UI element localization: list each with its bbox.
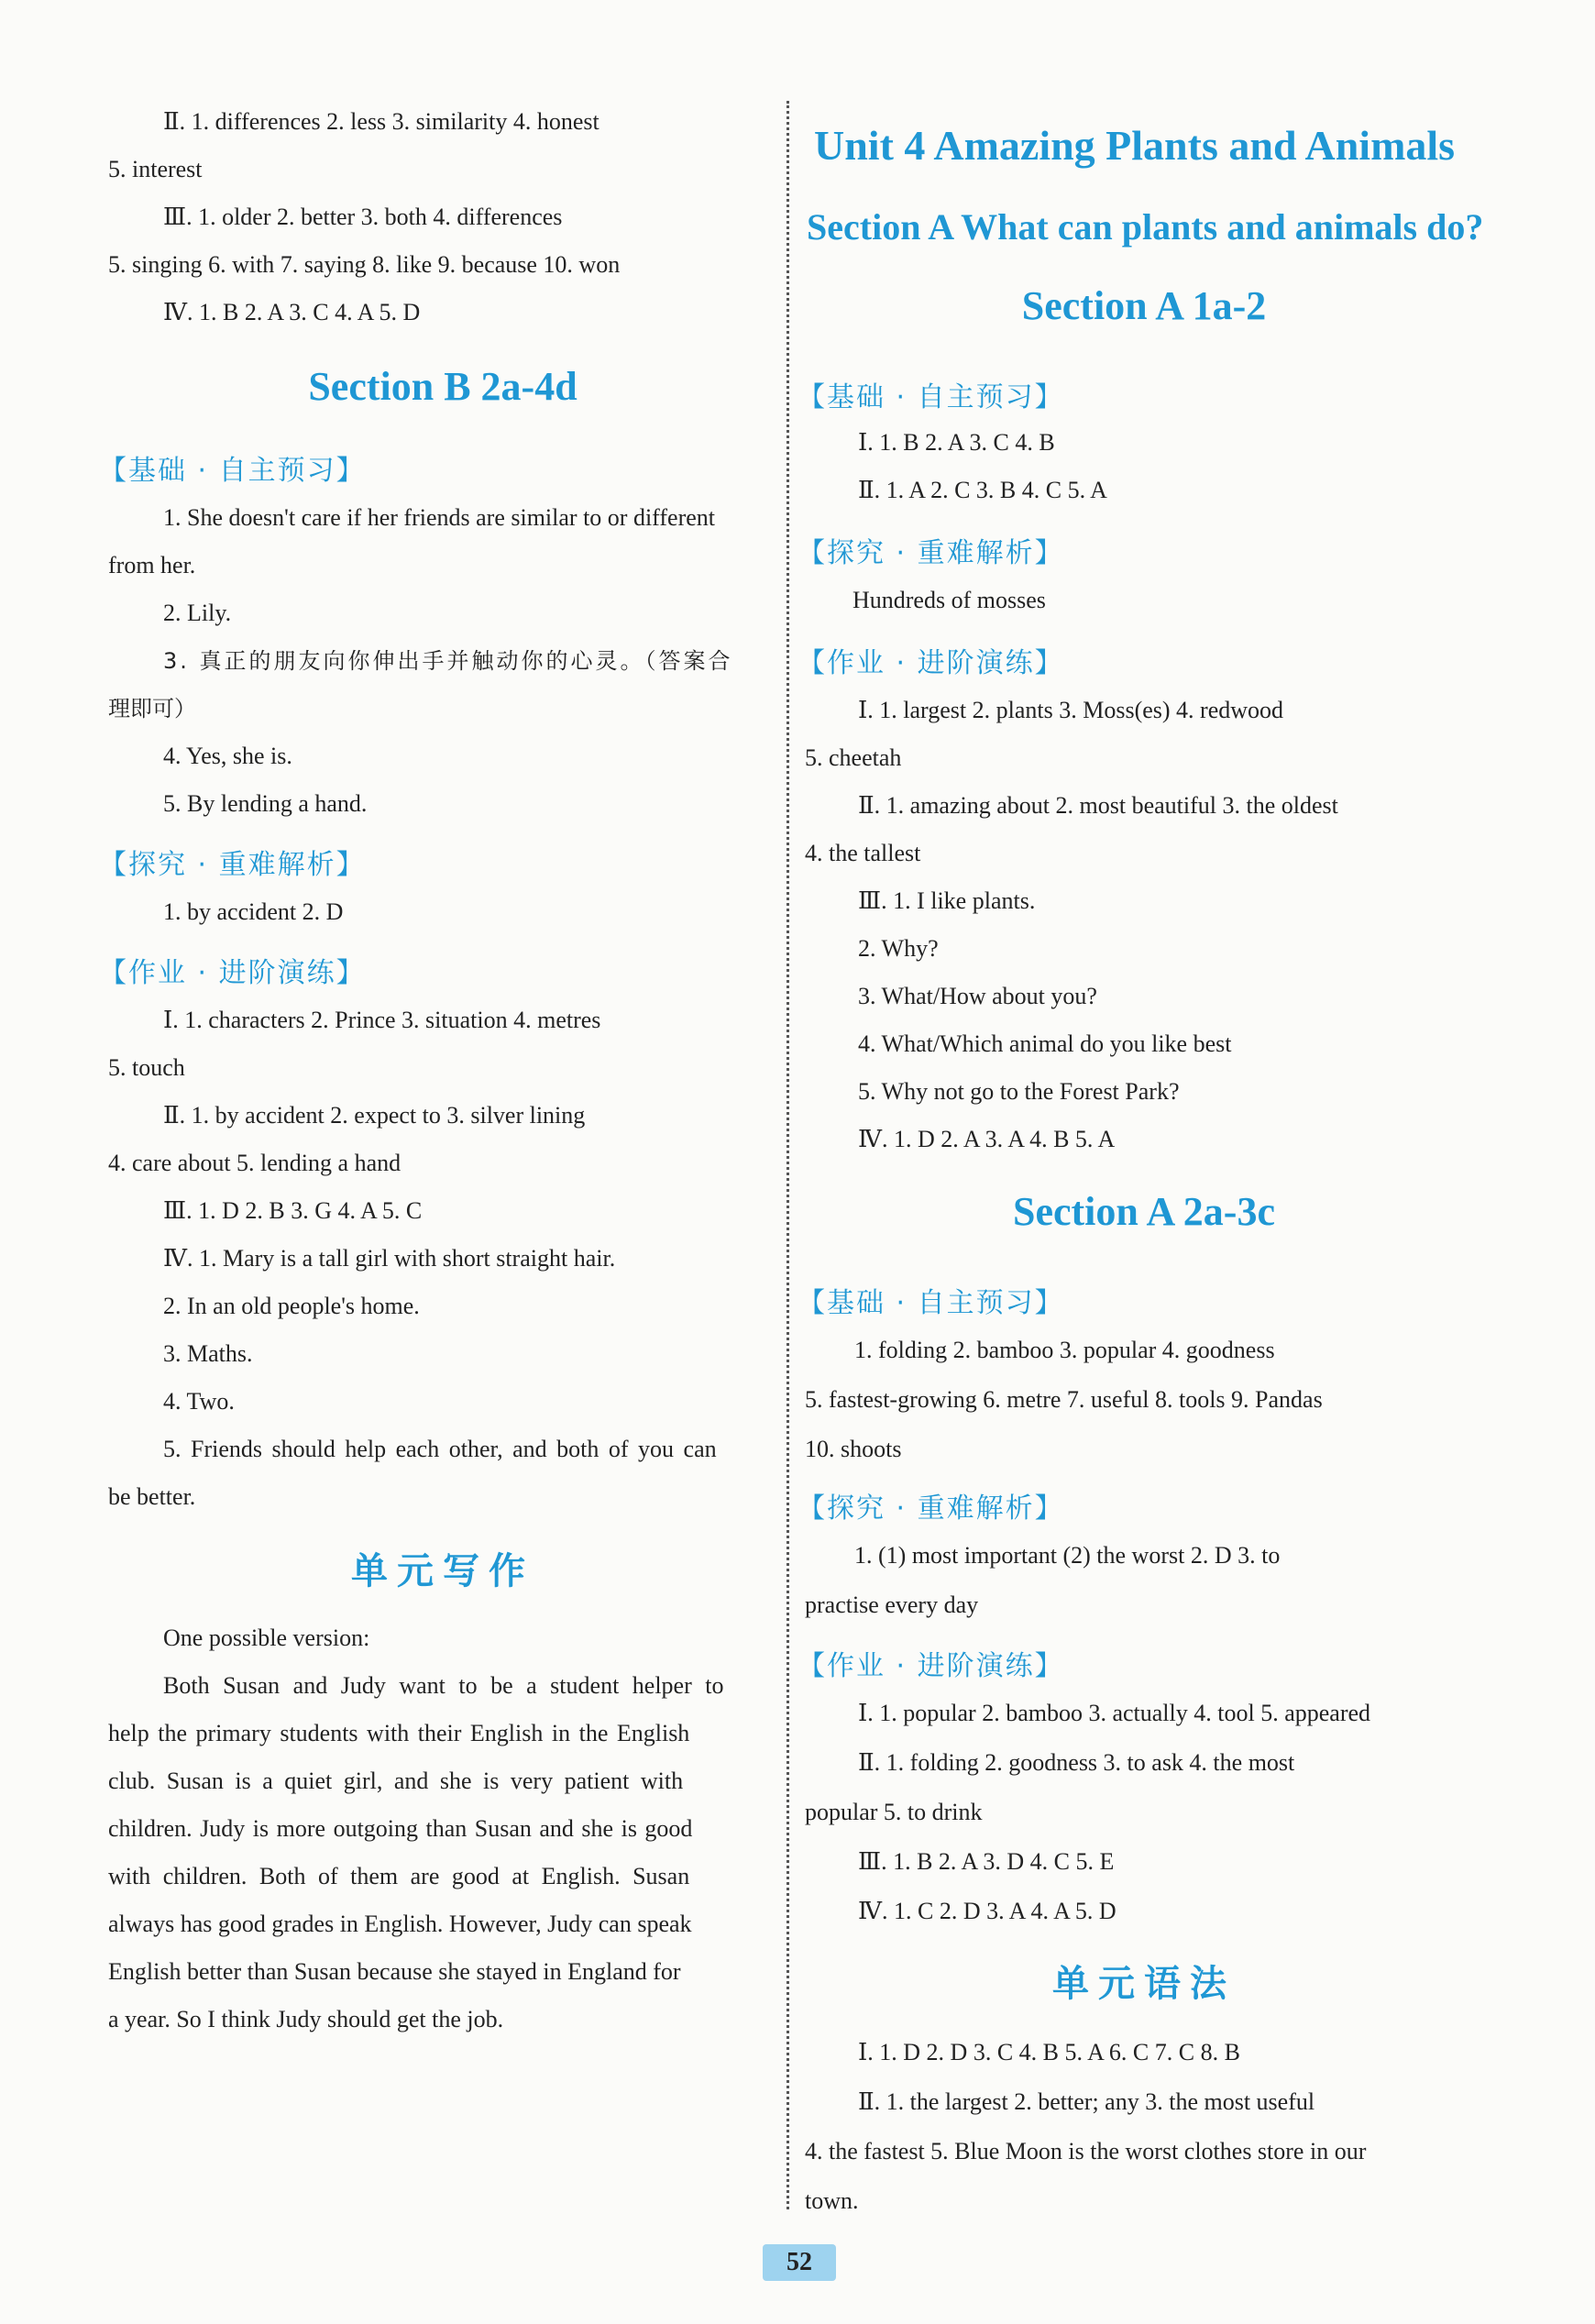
answer-line: practise every day — [805, 1592, 979, 1618]
answer-line: 5. By lending a hand. — [163, 790, 368, 817]
answer-line: Ⅳ. 1. D 2. A 3. A 4. B 5. A — [858, 1126, 1116, 1152]
column-divider — [786, 101, 789, 2209]
answer-line: town. — [805, 2187, 859, 2214]
answer-line: Ⅰ. 1. characters 2. Prince 3. situation 4. metres — [163, 1007, 601, 1033]
answer-line: 4. What/Which animal do you like best — [858, 1030, 1232, 1057]
essay-line: with children. Both of them are good at English. Susan — [108, 1863, 690, 1889]
tag-preview: 【基础 · 自主预习】 — [798, 381, 1064, 413]
tag-homework: 【作业 · 进阶演练】 — [798, 1650, 1064, 1682]
answer-line: Hundreds of mosses — [852, 587, 1046, 613]
answer-line: 5. interest — [108, 156, 203, 182]
answer-line: 10. shoots — [805, 1436, 902, 1462]
answer-line: 4. the fastest 5. Blue Moon is the worst clothes store in our — [805, 2138, 1367, 2164]
essay-line: always has good grades in English. However, Judy can speak — [108, 1911, 692, 1937]
essay-line: children. Judy is more outgoing than Susan and she is good — [108, 1815, 693, 1842]
tag-homework: 【作业 · 进阶演练】 — [798, 647, 1064, 679]
answer-line: Ⅲ. 1. I like plants. — [858, 887, 1036, 914]
answer-line: Ⅱ. 1. differences 2. less 3. similarity 4. honest — [163, 108, 600, 135]
answer-line: Ⅱ. 1. folding 2. goodness 3. to ask 4. the most — [858, 1749, 1295, 1776]
answer-line: 1. (1) most important (2) the worst 2. D 3. to — [854, 1542, 1281, 1569]
answer-line: Ⅳ. 1. Mary is a tall girl with short straight hair. — [163, 1245, 616, 1272]
answer-line: Ⅳ. 1. C 2. D 3. A 4. A 5. D — [858, 1898, 1116, 1924]
tag-preview: 【基础 · 自主预习】 — [99, 455, 366, 487]
answer-line: 3. What/How about you? — [858, 983, 1097, 1009]
answer-line: 4. the tallest — [805, 840, 921, 866]
answer-line: 5. touch — [108, 1054, 185, 1081]
section-title: Section B 2a-4d — [308, 364, 578, 409]
answer-line: from her. — [108, 552, 196, 578]
answer-line: 2. In an old people's home. — [163, 1293, 420, 1319]
answer-line: 2. Why? — [858, 935, 939, 962]
essay-line: club. Susan is a quiet girl, and she is very patient with — [108, 1768, 684, 1794]
tag-explore: 【探究 · 重难解析】 — [798, 537, 1064, 569]
answer-line: 4. Yes, she is. — [163, 743, 292, 769]
answer-line: Ⅱ. 1. amazing about 2. most beautiful 3. the oldest — [858, 792, 1338, 819]
answer-line: Ⅰ. 1. B 2. A 3. C 4. B — [858, 429, 1055, 456]
answer-line: Ⅱ. 1. by accident 2. expect to 3. silver lining — [163, 1102, 586, 1129]
answer-line: 理即可） — [108, 696, 196, 721]
section-title: Section A 1a-2 — [1021, 283, 1267, 328]
answer-line: Ⅰ. 1. D 2. D 3. C 4. B 5. A 6. C 7. C 8. B — [858, 2039, 1240, 2065]
answer-line: 5. Friends should help each other, and both of you can — [163, 1436, 717, 1462]
essay-line: English better than Susan because she stayed in England for — [108, 1958, 681, 1985]
essay-line: Both Susan and Judy want to be a student helper to — [163, 1672, 724, 1699]
page-number: 52 — [763, 2244, 836, 2281]
tag-explore: 【探究 · 重难解析】 — [798, 1492, 1064, 1525]
answer-line: 4. care about 5. lending a hand — [108, 1150, 402, 1176]
tag-explore: 【探究 · 重难解析】 — [99, 849, 366, 881]
answer-line: 2. Lily. — [163, 600, 232, 626]
answer-line: Ⅱ. 1. A 2. C 3. B 4. C 5. A — [858, 477, 1107, 503]
answer-line: Ⅰ. 1. popular 2. bamboo 3. actually 4. tool 5. appeared — [858, 1700, 1371, 1726]
answer-line: 1. by accident 2. D — [163, 898, 344, 925]
section-title: Section A 2a-3c — [1013, 1189, 1275, 1234]
answer-line: 5. singing 6. with 7. saying 8. like 9. because 10. won — [108, 251, 621, 278]
answer-line: 1. She doesn't care if her friends are similar to or different — [163, 504, 715, 531]
answer-line: 4. Two. — [163, 1388, 235, 1415]
answer-line: Ⅳ. 1. B 2. A 3. C 4. A 5. D — [163, 299, 421, 325]
essay-line: a year. So I think Judy should get the job. — [108, 2006, 504, 2032]
unit-title: Unit 4 Amazing Plants and Animals — [814, 122, 1456, 169]
section-a-title: Section A What can plants and animals do? — [807, 206, 1484, 248]
writing-title: 单元写作 — [351, 1550, 534, 1592]
answer-line: Ⅰ. 1. largest 2. plants 3. Moss(es) 4. redwood — [858, 697, 1284, 723]
answer-line: 3. Maths. — [163, 1340, 253, 1367]
answer-line: 1. folding 2. bamboo 3. popular 4. goodness — [854, 1337, 1275, 1363]
answer-line: 5. fastest-growing 6. metre 7. useful 8. tools 9. Pandas — [805, 1386, 1323, 1413]
essay-line: help the primary students with their English in the English — [108, 1720, 690, 1746]
answer-line: Ⅲ. 1. B 2. A 3. D 4. C 5. E — [858, 1848, 1115, 1875]
essay-line: One possible version: — [163, 1625, 370, 1651]
answer-line: Ⅲ. 1. D 2. B 3. G 4. A 5. C — [163, 1197, 423, 1224]
answer-line: popular 5. to drink — [805, 1799, 983, 1825]
answer-line: 3. 真正的朋友向你伸出手并触动你的心灵。（答案合 — [163, 648, 733, 674]
answer-line: 5. Why not go to the Forest Park? — [858, 1078, 1180, 1105]
grammar-title: 单元语法 — [1052, 1963, 1236, 2005]
answer-line: Ⅲ. 1. older 2. better 3. both 4. differences — [163, 204, 563, 230]
tag-preview: 【基础 · 自主预习】 — [798, 1287, 1064, 1319]
answer-line: Ⅱ. 1. the largest 2. better; any 3. the most useful — [858, 2088, 1315, 2115]
answer-line: 5. cheetah — [805, 744, 902, 771]
tag-homework: 【作业 · 进阶演练】 — [99, 957, 366, 989]
answer-line: be better. — [108, 1483, 196, 1510]
